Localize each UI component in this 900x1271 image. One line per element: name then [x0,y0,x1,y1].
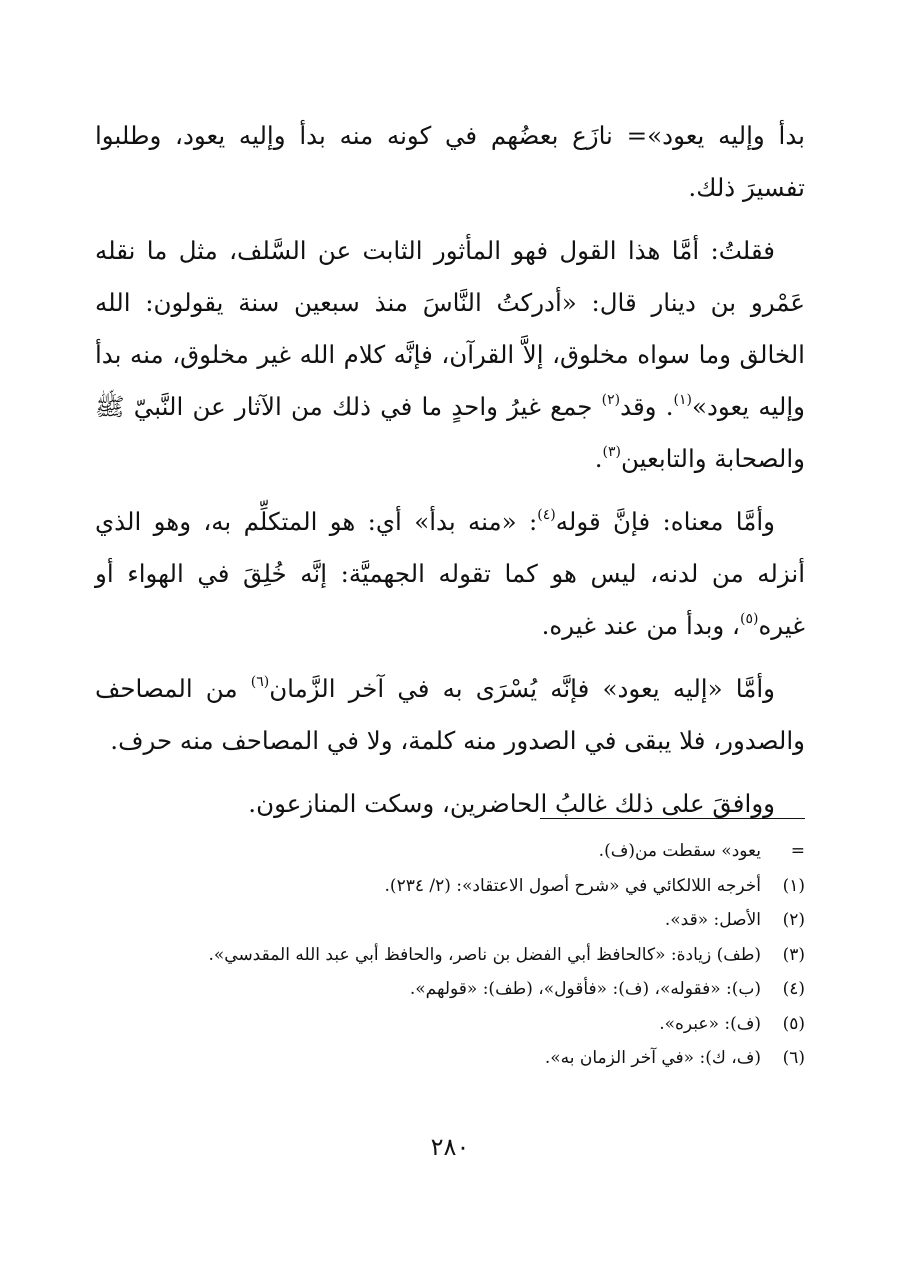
footnote-5 [95,1007,805,1042]
paragraph-5 [95,778,805,830]
paragraph-2-text-a: فقلتُ: أمَّا هذا القول فهو المأثور الثابت عن السَّلف، مثل ما نقله عَمْرو بن دينار قال: «أدركتُ النَّاسَ منذ سبعين سنة يقولون: الله الخالق وما سواه مخلوق، إلاَّ القرآن، فإنَّه كلام الله غير مخلوق، منه بدأ وإليه يعود» [95,236,805,421]
footnote-number: (٥) [782,1013,805,1034]
footnote-text: (ف، ك): «في آخر الزمان به». [544,1048,761,1068]
paragraph-1 [95,110,805,214]
paragraph-3-text-a: وأمَّا معناه: فإنَّ قوله [555,507,776,536]
footnote-number: (٤) [782,979,805,999]
footnote-2 [95,903,805,938]
paragraph-5-text: ووافقَ على ذلك غالبُ الحاضرين، وسكت المنازعون. [248,789,775,818]
footnote-text: (طف) زيادة: «كالحافظ أبي الفضل بن ناصر، والحافظ أبي عبد الله المقدسي». [208,944,761,965]
footnote-text: الأصل: «قد». [664,910,761,930]
footnote-text: (ب): «فقوله»، (ف): «فأقول»، (طف): «قولهم». [409,979,761,999]
footnote-continued [95,834,805,869]
footnote-1 [95,869,805,904]
paragraph-4-text-b: من المصاحف والصدور، فلا يبقى في الصدور منه كلمة، ولا في المصاحف منه حرف. [95,674,805,755]
page-number: ٢٨٠ [430,1133,470,1161]
paragraph-2-text-b: . وقد [620,392,674,421]
main-text [95,110,805,841]
footnote-text: (ف): «عبره». [659,1013,761,1034]
footnote-ref-4: (٤) [537,507,556,523]
paragraph-4 [95,663,805,767]
footnote-text: أخرجه اللالكائي في «شرح أصول الاعتقاد»: (٢/ ٢٣٤). [384,875,761,896]
footnote-ref-5: (٥) [739,611,759,627]
paragraph-3 [95,496,805,652]
footnote-ref-6: (٦) [250,674,270,690]
footnote-number: = [790,841,805,861]
footnote-separator [540,818,805,819]
footnote-number: (٣) [782,944,805,965]
footnote-number: (٦) [782,1048,805,1068]
paragraph-2-text-c: جمع غيرُ واحدٍ ما في ذلك من الآثار عن النَّبيّ ﷺ والصحابة والتابعين [95,392,805,473]
footnote-text: يعود» سقطت من(ف). [598,841,761,861]
footnote-6 [95,1041,805,1076]
paragraph-1-text: بدأ وإليه يعود»= نازَع بعضُهم في كونه منه بدأ وإليه يعود، وطلبوا تفسيرَ ذلك. [95,121,805,202]
footnote-4 [95,972,805,1007]
footnotes [95,834,805,1076]
footnote-ref-1: (١) [673,392,692,408]
paragraph-3-text-c: ، وبدأ من عند غيره. [541,611,740,640]
footnote-number: (١) [782,875,805,896]
footnote-number: (٢) [782,910,805,930]
paragraph-2-text-d: . [594,444,603,473]
footnote-ref-3: (٣) [602,444,621,460]
paragraph-2 [95,225,805,485]
footnote-3 [95,938,805,973]
paragraph-4-text-a: وأمَّا «إليه يعود» فإنَّه يُسْرَى به في آخر الزَّمان [269,674,775,703]
footnote-ref-2: (٢) [601,392,621,408]
paragraph-3-text-b: : «منه بدأ» أي: هو المتكلِّم به، وهو الذي أنزله من لدنه، ليس هو كما تقوله الجهميَّة: إنَّه خُلِقَ في الهواء أو غيره [95,507,805,640]
